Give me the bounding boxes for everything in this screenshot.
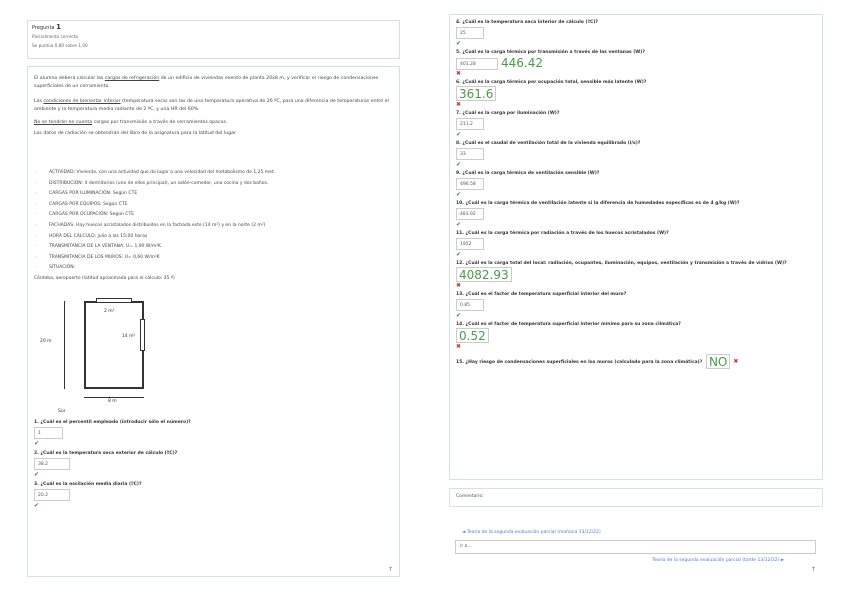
correct-answer: 446.42 bbox=[501, 56, 543, 70]
incorrect-icon: ✖ bbox=[733, 358, 739, 365]
incorrect-icon: ✖ bbox=[456, 343, 462, 350]
building-plan bbox=[34, 289, 393, 415]
answer-input[interactable]: 0.85 bbox=[456, 299, 484, 311]
answer-input[interactable]: 483.92 bbox=[456, 208, 484, 220]
question-info-box bbox=[27, 20, 400, 59]
question-2 bbox=[34, 450, 393, 479]
question-15 bbox=[456, 354, 816, 369]
answer-input[interactable]: NO bbox=[706, 354, 730, 369]
question-text: 14. ¿Cuál es el factor de temperatura superficial interior mínimo para su zona climática? bbox=[456, 322, 681, 327]
correct-icon: ✔ bbox=[456, 251, 462, 258]
question-text: 6. ¿Cuál es la carga térmica por ocupación total, sensible más latente (W)? bbox=[456, 80, 647, 85]
list-item: · HORA DEL CÁLCULO: julio a las 15:00 horas bbox=[34, 232, 393, 243]
question-text: 4. ¿Cuál es la temperatura seca interior de cálculo (ºC)? bbox=[456, 20, 599, 25]
statement-paragraph-2: Las condiciones de bienestar interior (temperatura seca) son las de una temperatura operativa de 26 ºC, para una diferencia de temperaturas entre el ambiente y la temperatura media radiante de 2 ºC, y una HR del 60%. bbox=[34, 99, 389, 112]
question-text: 13. ¿Cuál es el factor de temperatura superficial interior del muro? bbox=[456, 292, 627, 297]
data-list bbox=[34, 168, 393, 274]
answer-input[interactable]: 1 bbox=[34, 427, 63, 439]
previous-activity-link[interactable]: ◄ Teoría de la segunda evaluación parcial (mañana 13/12/22) bbox=[462, 530, 601, 535]
answer-input[interactable]: 33 bbox=[456, 148, 484, 160]
question-text: 11. ¿Cuál es la carga térmica por radiación a través de los huecos acristalados (W)? bbox=[456, 231, 669, 236]
question-3 bbox=[34, 481, 393, 510]
list-item: · FACHADAS: Hay huecos acristalados distribuidos en la fachada este (14 m²) y en la norte (2 m²) bbox=[34, 221, 393, 232]
question-text: 5. ¿Cuál es la carga térmica por transmisión a través de las ventanas (W)? bbox=[456, 50, 645, 55]
question-text: 3. ¿Cuál es la oscilación media diaria (ºC)? bbox=[34, 481, 142, 487]
list-item: · ACTIVIDAD: Vivienda, con una actividad que da lugar a una velocidad del metabolismo de 1,25 met. bbox=[34, 168, 393, 179]
question-number: Pregunta 1 bbox=[32, 23, 61, 31]
answer-input[interactable]: 1952 bbox=[456, 238, 484, 250]
question-11 bbox=[456, 230, 816, 259]
list-item: · CARGAS POR OCUPACIÓN: Según CTE bbox=[34, 210, 393, 221]
question-text: 8. ¿Cuál es el caudal de ventilación total de la vivienda equilibrado (l/s)? bbox=[456, 141, 641, 146]
question-1 bbox=[34, 419, 393, 448]
height-label: 20 m bbox=[40, 338, 52, 344]
jump-to-select[interactable]: Ir a... bbox=[455, 540, 816, 554]
east-window-label: 14 m² bbox=[122, 333, 136, 339]
east-window bbox=[140, 319, 145, 351]
correct-icon: ✔ bbox=[34, 501, 40, 509]
north-window bbox=[96, 298, 132, 303]
question-text: 1. ¿Cuál es el percentil empleado (introducir sólo el número)? bbox=[34, 419, 191, 425]
question-text: 7. ¿Cuál es la carga por iluminación (W)? bbox=[456, 111, 560, 116]
comment-box: Comentario: bbox=[449, 488, 823, 507]
question-4 bbox=[456, 19, 816, 48]
answer-input[interactable]: 25 bbox=[456, 27, 484, 39]
plan-outline bbox=[84, 301, 144, 389]
left-column bbox=[27, 20, 400, 577]
width-dimension-line bbox=[84, 397, 144, 398]
question-6 bbox=[456, 79, 816, 109]
correct-icon: ✔ bbox=[34, 470, 40, 478]
answer-input[interactable]: 401.28 bbox=[456, 58, 498, 70]
list-item: · TRANSMITANCIA DE LOS MUROS: U= 0,60 W/m²K bbox=[34, 253, 393, 264]
right-column bbox=[449, 14, 823, 507]
correct-icon: ✔ bbox=[34, 439, 40, 447]
list-item: · DISTRIBUCIÓN: 4 dormitorios (uno de ellos principal), un salón-comedor, una cocina y dos baños. bbox=[34, 179, 393, 190]
question-content-continued bbox=[449, 14, 823, 480]
answer-input[interactable]: 20.2 bbox=[34, 489, 70, 501]
question-state: Parcialmente correcta bbox=[32, 34, 78, 39]
question-text: 15. ¿Hay riesgo de condensaciones superficiales en los muros (calculado para la zona climática)? bbox=[456, 360, 703, 365]
answer-input[interactable]: 0.52 bbox=[456, 328, 489, 343]
question-text: 10. ¿Cuál es la carga térmica de ventilación latente si la diferencia de humedades específicas es de 4 g/kg (W)? bbox=[456, 201, 740, 206]
question-content bbox=[27, 66, 400, 577]
question-14 bbox=[456, 321, 816, 351]
answer-input[interactable]: 211.2 bbox=[456, 118, 484, 130]
correct-icon: ✔ bbox=[456, 40, 462, 47]
correct-icon: ✔ bbox=[456, 161, 462, 168]
list-item: · SITUACIÓN: bbox=[34, 263, 393, 274]
south-label: Sur bbox=[58, 408, 66, 414]
question-13 bbox=[456, 291, 816, 320]
answer-input[interactable]: 38.2 bbox=[34, 458, 70, 470]
north-window-label: 2 m² bbox=[104, 308, 115, 314]
list-item: · CARGAS POR ILUMINACIÓN: Según CTE bbox=[34, 189, 393, 200]
question-5 bbox=[456, 49, 816, 78]
answer-input[interactable]: 361.6 bbox=[456, 86, 496, 101]
city-text: Córdoba, aeropuerto (latitud aproximada para el cálculo: 35 º) bbox=[34, 275, 175, 281]
question-text: 2. ¿Cuál es la temperatura seca exterior de cálculo (ºC)? bbox=[34, 450, 178, 456]
question-7 bbox=[456, 110, 816, 139]
scroll-up-icon[interactable]: 🡑 bbox=[389, 566, 393, 573]
list-item: · TRANSMITANCIA DE LA VENTANA: U= 1,90 W/m²K bbox=[34, 242, 393, 253]
statement-paragraph-1: El alumno deberá calcular las cargas de refrigeración de un edificio de viviendas exento de planta 20x8 m, y verificar el riesgo de condensaciones superficiales de un cerramiento. bbox=[34, 76, 379, 89]
correct-icon: ✔ bbox=[456, 131, 462, 138]
incorrect-icon: ✖ bbox=[456, 101, 462, 108]
next-activity-link[interactable]: Teoría de la segunda evaluación parcial (tarde 13/12/22) ► bbox=[652, 558, 785, 563]
correct-icon: ✔ bbox=[456, 312, 462, 319]
question-12 bbox=[456, 260, 816, 290]
question-grade: Se puntúa 0,80 sobre 1,00 bbox=[32, 43, 88, 48]
correct-icon: ✔ bbox=[456, 221, 462, 228]
list-item: · CARGAS POR EQUIPOS: Según CTE bbox=[34, 200, 393, 211]
question-text: 12. ¿Cuál es la carga total del local: radiación, ocupantes, iluminación, equipos, ventilación y transmisión a través de vidrios (W)? bbox=[456, 261, 787, 266]
question-9 bbox=[456, 170, 816, 199]
incorrect-icon: ✖ bbox=[456, 70, 462, 77]
answer-input[interactable]: 496.58 bbox=[456, 178, 484, 190]
statement-paragraph-3: No se tendrán en cuenta cargas por transmisión a través de cerramientos opacos. bbox=[34, 120, 228, 125]
question-10 bbox=[456, 200, 816, 229]
answer-input[interactable]: 4082.93 bbox=[456, 267, 512, 282]
height-dimension-line bbox=[64, 301, 65, 389]
question-8 bbox=[456, 140, 816, 169]
correct-icon: ✔ bbox=[456, 191, 462, 198]
incorrect-icon: ✖ bbox=[456, 282, 462, 289]
statement-paragraph-4: Los datos de radiación se obtendrán del libro de la asignatura para la latitud del lugar bbox=[34, 131, 236, 136]
width-label: 8 m bbox=[108, 398, 117, 404]
scroll-up-icon[interactable]: 🡑 bbox=[812, 566, 816, 573]
question-text: 9. ¿Cuál es la carga térmica de ventilación sensible (W)? bbox=[456, 171, 600, 176]
